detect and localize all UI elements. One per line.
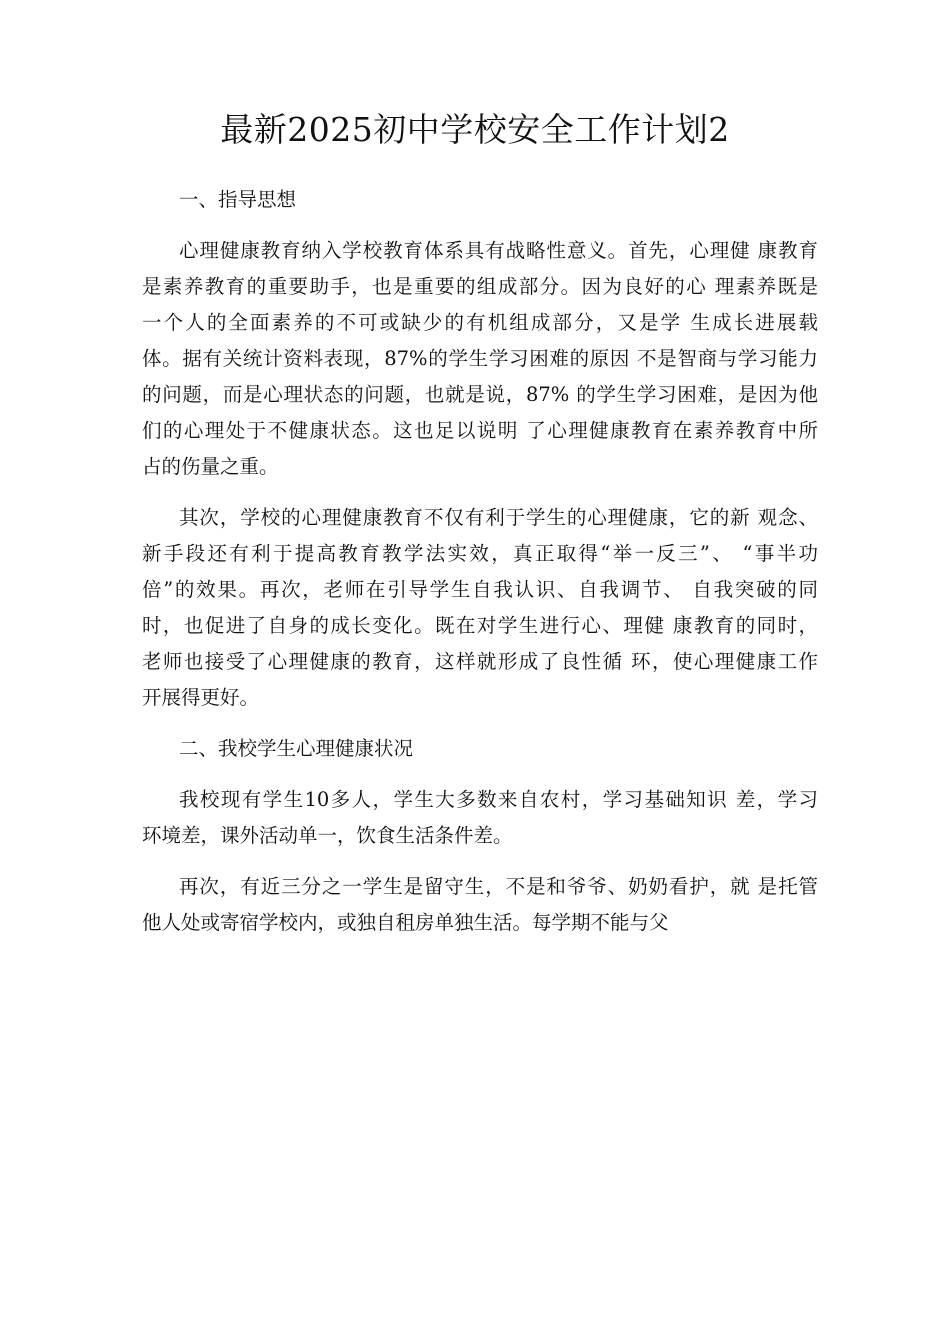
document-body (142, 182, 818, 941)
text-line: 老师也接受了心理健康的教育，这样就形成了良性循 环，使心理健康工作 (142, 650, 818, 673)
text-line: 体。据有关统计资料表现，87%的学生学习困难的原因 不是智商与学习能力 (142, 347, 818, 370)
paragraph-1 (142, 233, 818, 485)
text-line: 环境差，课外活动单一，饮食生活条件差。 (142, 824, 513, 847)
text-line: 开展得更好。 (142, 686, 260, 709)
text-line: 再次，有近三分之一学生是留守生，不是和爷爷、奶奶看护，就 是托管 (179, 875, 818, 898)
paragraph-2 (142, 500, 818, 716)
text-line: 我校现有学生10多人，学生大多数来自农村，学习基础知识 差，学习 (179, 788, 818, 811)
text-line: 新手段还有利于提高教育教学法实效，真正取得“举一反三”、 “事半功 (142, 542, 818, 565)
paragraph-4 (142, 869, 818, 941)
text-line: 一个人的全面素养的不可或缺少的有机组成部分，又是学 生成长进展载 (142, 311, 818, 334)
paragraph-3 (142, 782, 818, 854)
text-line: 其次，学校的心理健康教育不仅有利于学生的心理健康，它的新 观念、 (179, 506, 818, 529)
text-line: 占的伤量之重。 (142, 455, 279, 478)
text-line: 的问题，而是心理状态的问题，也就是说，87% 的学生学习困难，是因为他 (142, 383, 818, 406)
text-line: 倍”的效果。再次，老师在引导学生自我认识、自我调节、 自我突破的同 (142, 578, 818, 601)
text-line: 是素养教育的重要助手，也是重要的组成部分。因为良好的心 理素养既是 (142, 275, 818, 298)
text-line: 时，也促进了自身的成长变化。既在对学生进行心、理健 康教育的同时， (142, 614, 818, 637)
section-heading-guiding-thought: 一、指导思想 (179, 188, 297, 211)
text-line: 们的心理处于不健康状态。这也足以说明 了心理健康教育在素养教育中所 (142, 419, 818, 442)
text-line: 心理健康教育纳入学校教育体系具有战略性意义。首先，心理健 康教育 (179, 239, 818, 262)
text-line: 他人处或寄宿学校内，或独自租房单独生活。每学期不能与父 (142, 911, 669, 934)
document-title: 最新2025初中学校安全工作计划2 (220, 110, 730, 149)
section-heading-student-status: 二、我校学生心理健康状况 (179, 737, 414, 760)
